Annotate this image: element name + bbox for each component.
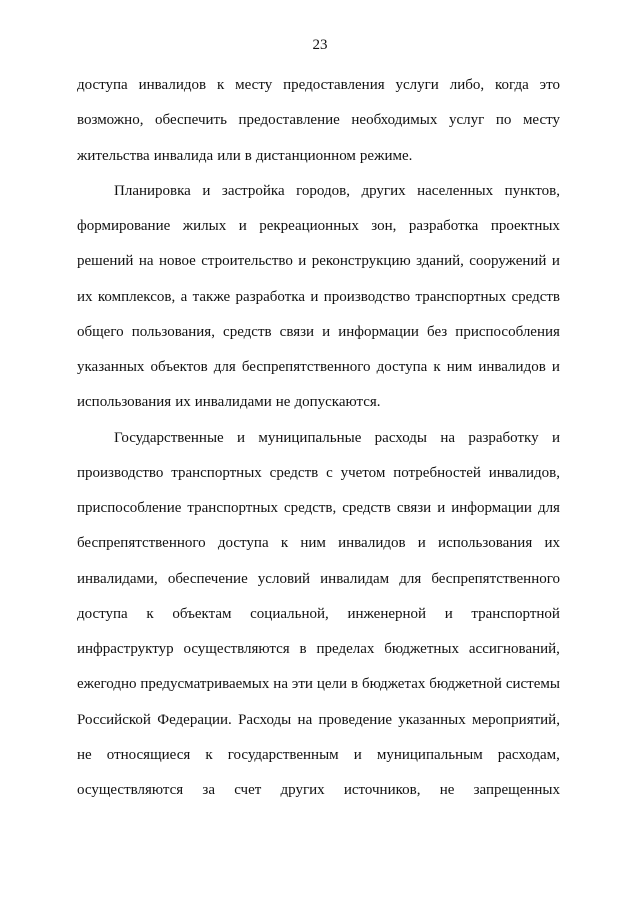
word: беспрепятственного [77, 535, 206, 552]
word: проектных [490, 218, 560, 234]
paragraph [77, 178, 560, 425]
word: производство [323, 288, 411, 305]
word: инвалидов [138, 77, 207, 93]
word: для [399, 570, 422, 587]
word: транспортных [415, 288, 507, 305]
word: зон, [371, 218, 397, 234]
word: месту [235, 77, 273, 93]
word: жительства [77, 147, 150, 164]
word: а [180, 288, 188, 305]
word: к [146, 605, 154, 622]
text-line [77, 72, 560, 107]
word: ассигнований, [468, 641, 560, 657]
word: на [138, 253, 154, 270]
word: также [192, 288, 231, 305]
word: беспрепятственного [241, 359, 371, 375]
word: для [213, 359, 236, 375]
word: осуществляются [183, 641, 290, 657]
word: информации [451, 500, 532, 516]
word: разработку [468, 429, 539, 446]
word: беспрепятственного [431, 570, 560, 587]
word: возможно, [77, 112, 144, 129]
word: зданий, [416, 253, 464, 270]
word: доступа [217, 535, 269, 552]
word: и [298, 253, 307, 270]
word: инвалидами, [77, 570, 158, 587]
word: и [322, 323, 331, 340]
text-line [77, 460, 560, 495]
word: сооружений [469, 253, 547, 270]
text-line [77, 636, 560, 671]
word: комплексов, [97, 288, 176, 305]
word: на [440, 429, 455, 446]
text-line [77, 143, 560, 178]
word: не [275, 394, 291, 411]
document-body [77, 72, 560, 812]
word: допускаются. [294, 394, 381, 411]
word: информации [338, 323, 419, 340]
word: Планировка [114, 182, 191, 199]
word: формирование [77, 218, 171, 234]
word: указанных [398, 711, 466, 728]
text-line [77, 178, 560, 213]
word: относящиеся [106, 746, 191, 763]
word: социальной, [250, 605, 329, 622]
word: в [299, 641, 307, 657]
word: использования [77, 394, 172, 411]
word: рекреационных [259, 218, 359, 234]
word: застройка [221, 182, 285, 199]
text-line [77, 284, 560, 319]
word: других [280, 782, 325, 798]
word: инвалидами [194, 394, 272, 411]
word: Федерации. [157, 711, 232, 728]
word: и [238, 218, 247, 234]
text-line [77, 354, 560, 389]
word: или [217, 147, 241, 164]
word: доступа [376, 359, 428, 375]
word: доступа [77, 605, 128, 622]
word: связи [279, 323, 315, 340]
word: транспортных [187, 500, 278, 516]
word: в [244, 147, 252, 164]
word: и [237, 429, 246, 446]
word: их [175, 394, 191, 411]
text-line [77, 319, 560, 354]
paragraph [77, 425, 560, 813]
word: и [444, 605, 453, 622]
word: и [437, 500, 446, 516]
word: населенных [417, 182, 494, 199]
word: их [77, 288, 93, 305]
word: необходимых [351, 112, 438, 129]
word: средств, [283, 500, 337, 516]
word: Расходы [238, 711, 292, 728]
word: строительство [201, 253, 293, 270]
word: инвалидов, [488, 464, 560, 481]
word: ежегодно [77, 676, 137, 693]
word: и [310, 288, 319, 305]
word: Российской [77, 711, 151, 728]
word: производство [77, 464, 164, 481]
word: и [551, 253, 560, 270]
word: их [544, 535, 560, 552]
word: к [280, 535, 289, 552]
word: на [273, 676, 288, 693]
word: потребностей [393, 464, 481, 481]
word: обеспечить [155, 112, 227, 129]
text-line [77, 742, 560, 777]
word: к [205, 746, 213, 763]
word: бюджетной [429, 676, 502, 693]
word: проведение [318, 711, 392, 728]
word: реконструкцию [311, 253, 411, 270]
word: пунктов, [504, 182, 560, 199]
word: ним [446, 359, 473, 375]
word: источников, [343, 782, 421, 798]
text-line [77, 495, 560, 530]
page-number: 23 [312, 37, 328, 53]
word: это [539, 77, 560, 93]
word: мероприятий, [472, 711, 560, 728]
word: по [495, 112, 512, 129]
word: за [202, 782, 215, 798]
word: инвалидам [320, 570, 390, 587]
word: средств [269, 464, 319, 481]
text-line [77, 107, 560, 142]
text-line [77, 601, 560, 636]
word: предоставление [238, 112, 340, 129]
text-line [77, 777, 560, 812]
word: других [361, 182, 406, 199]
word: не [77, 746, 92, 763]
word: на [297, 711, 313, 728]
paragraph [77, 72, 560, 178]
word: и [551, 429, 560, 446]
word: бюджетах [361, 676, 426, 693]
word: эти [291, 676, 313, 693]
word: к [216, 77, 225, 93]
text-line [77, 389, 560, 424]
word: объектов [150, 359, 208, 375]
word: доступа [77, 77, 128, 93]
text-line [77, 566, 560, 601]
word: средств [511, 288, 560, 305]
word: расходам, [497, 746, 560, 763]
word: инвалидов [338, 535, 406, 552]
word: без [427, 323, 448, 340]
word: с [326, 464, 333, 481]
word: месту [522, 112, 560, 129]
text-line [77, 213, 560, 248]
word: новое [158, 253, 196, 270]
word: и [417, 535, 426, 552]
word: системы [505, 676, 560, 693]
word: когда [495, 77, 529, 93]
word: пользования, [131, 323, 215, 340]
word: к [433, 359, 441, 375]
word: транспортной [471, 605, 560, 622]
word: инфраструктур [77, 641, 174, 657]
word: для [537, 500, 560, 516]
word: транспортных [171, 464, 262, 481]
text-line [77, 425, 560, 460]
word: предусматриваемых [140, 676, 270, 693]
word: указанных [77, 359, 145, 375]
word: и [353, 746, 362, 763]
word: запрещенных [473, 782, 560, 798]
word: инженерной [347, 605, 427, 622]
text-line [77, 707, 560, 742]
word: осуществляются [77, 782, 184, 798]
text-line [77, 530, 560, 565]
word: приспособления [455, 323, 560, 340]
word: учетом [340, 464, 386, 481]
word: средств [342, 500, 391, 516]
word: Государственные [114, 429, 224, 446]
word: ним [300, 535, 326, 552]
word: инвалида [153, 147, 214, 164]
word: цели [316, 676, 348, 693]
word: расходы [374, 429, 427, 446]
word: не [439, 782, 455, 798]
word: предоставления [283, 77, 385, 93]
word: дистанционном [255, 147, 356, 164]
word: условий [257, 570, 311, 587]
word: решений [77, 253, 134, 270]
word: разработка [235, 288, 305, 305]
word: муниципальные [258, 429, 362, 446]
word: использования [438, 535, 533, 552]
word: бюджетных [384, 641, 459, 657]
word: счет [234, 782, 262, 798]
word: и [202, 182, 211, 199]
word: либо, [449, 77, 485, 93]
word: государственным [227, 746, 339, 763]
word: общего [77, 323, 124, 340]
text-line [77, 248, 560, 283]
word: городов, [296, 182, 350, 199]
word: приспособление [77, 500, 182, 516]
word: и [551, 359, 560, 375]
word: объектам [172, 605, 232, 622]
word: режиме. [359, 147, 413, 164]
word: связи [396, 500, 432, 516]
word: в [350, 676, 359, 693]
word: средств [223, 323, 272, 340]
text-line [77, 671, 560, 706]
word: услуг [448, 112, 485, 129]
word: муниципальным [376, 746, 483, 763]
word: жилых [182, 218, 227, 234]
word: обеспечение [167, 570, 248, 587]
word: пределах [316, 641, 375, 657]
word: разработка [408, 218, 479, 234]
word: услуги [395, 77, 439, 93]
word: инвалидов [478, 359, 546, 375]
